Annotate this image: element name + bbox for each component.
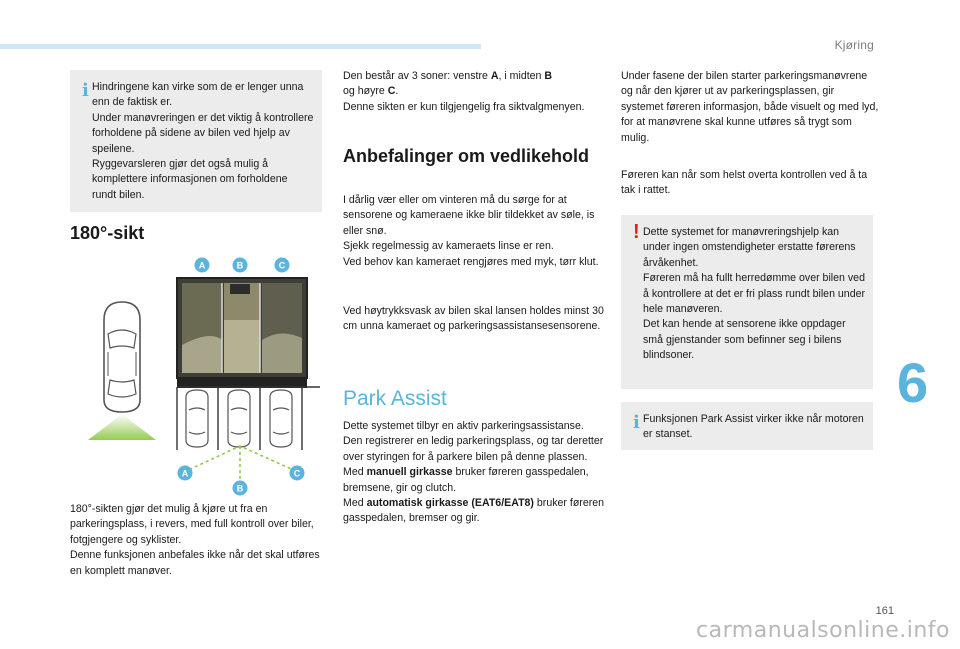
- page-number: 161: [875, 605, 894, 617]
- park-assist-phases: Under fasene der bilen starter parkeringsmanøvrene og når den kjører ut av parkeringsplassen, gir systemet føreren informasjon, både visuelt og med lyd, for at manøvrene skal kunne utføres så trygt som mulig.: [621, 70, 879, 144]
- heading-maintenance: Anbefalinger om vedlikehold: [343, 146, 590, 166]
- info-icon: i: [633, 412, 640, 433]
- maintenance-text-1: I dårlig vær eller om vinteren må du sørge for at sensorene og kameraene ikke blir tildekket av søle, is eller snø. Sjekk regelmessig av kameraets linse er ren. Ved behov kan kameraet rengjøres med myk, tørr klut.: [343, 194, 599, 268]
- 180-view-description: 180°-sikten gjør det mulig å kjøre ut fra en parkeringsplass, i revers, med full kontroll over biler, fotgjengere og syklister. Denne funksjonen anbefales ikke når det skal utføres en komplett manøver.: [70, 503, 320, 577]
- sight-lines: [181, 446, 298, 486]
- header-bar: [0, 44, 481, 49]
- parked-cars: [186, 390, 292, 447]
- svg-text:C: C: [278, 260, 286, 271]
- zone-labels-bottom: [178, 466, 305, 496]
- svg-text:A: A: [181, 468, 189, 479]
- zones-description: Den består av 3 soner: venstre A, i midten B og høyre C. Denne sikten er kun tilgjengelig fra siktvalgmenyen.: [343, 70, 585, 113]
- driver-takeover-text: Føreren kan når som helst overta kontrollen ved å ta tak i rattet.: [621, 169, 868, 197]
- info-icon: i: [82, 80, 89, 101]
- camera-cone: [88, 414, 156, 440]
- svg-text:A: A: [198, 260, 206, 271]
- heading-park-assist: Park Assist: [343, 387, 447, 410]
- maintenance-text-2: Ved høytrykksvask av bilen skal lansen holdes minst 30 cm unna kameraet og parkeringsassistansesensorene.: [343, 305, 604, 333]
- info-box-engine: [621, 402, 873, 450]
- warning-box: [621, 215, 873, 389]
- warning-icon: !: [633, 221, 640, 243]
- svg-text:B: B: [236, 483, 244, 494]
- 180-view-illustration: [70, 250, 320, 500]
- park-assist-description: Dette systemet tilbyr en aktiv parkeringsassistanse. Den registrerer en ledig parkeringsplass, og tar deretter over styringen for å parkere bilen på denne plassen. Med manuell girkasse bruker føreren gasspedalen, bremsene, gir og clutch. Med automatisk girkasse (EAT6/EAT8) bruker føreren gasspedalen, bremser og gir.: [343, 420, 605, 525]
- section-title: Kjøring: [834, 38, 874, 52]
- info-box-engine-text: Funksjonen Park Assist virker ikke når motoren er stanset.: [643, 413, 864, 441]
- zone-labels-top: [195, 258, 290, 273]
- chapter-number: 6: [897, 351, 929, 414]
- svg-text:C: C: [293, 468, 301, 479]
- info-box-text: Hindringene kan virke som de er lenger unna enn de faktisk er. Under manøvreringen er det viktig å kontrollere forholdene på sidene av bilen ved hjelp av speilene. Ryggevarsleren gjør det også mulig å komplettere informasjonen om forholdene rundt bilen.: [92, 81, 314, 201]
- info-box-visibility: [70, 70, 322, 212]
- heading-180-view: 180°-sikt: [70, 223, 145, 243]
- watermark: carmanualsonline.info: [696, 618, 950, 643]
- car-top-view: [104, 302, 140, 412]
- camera-screen: [177, 278, 307, 388]
- warning-box-text: Dette systemet for manøvreringshjelp kan under ingen omstendigheter erstatte førerens årvåkenhet. Føreren må ha fullt herredømme over bilen ved å kontrollere at det er fri plass rundt bilen under hele manøveren. Det kan hende at sensorene ikke oppdager små gjenstander som befinner seg i bilens blindsoner.: [643, 226, 866, 362]
- svg-text:B: B: [236, 260, 244, 271]
